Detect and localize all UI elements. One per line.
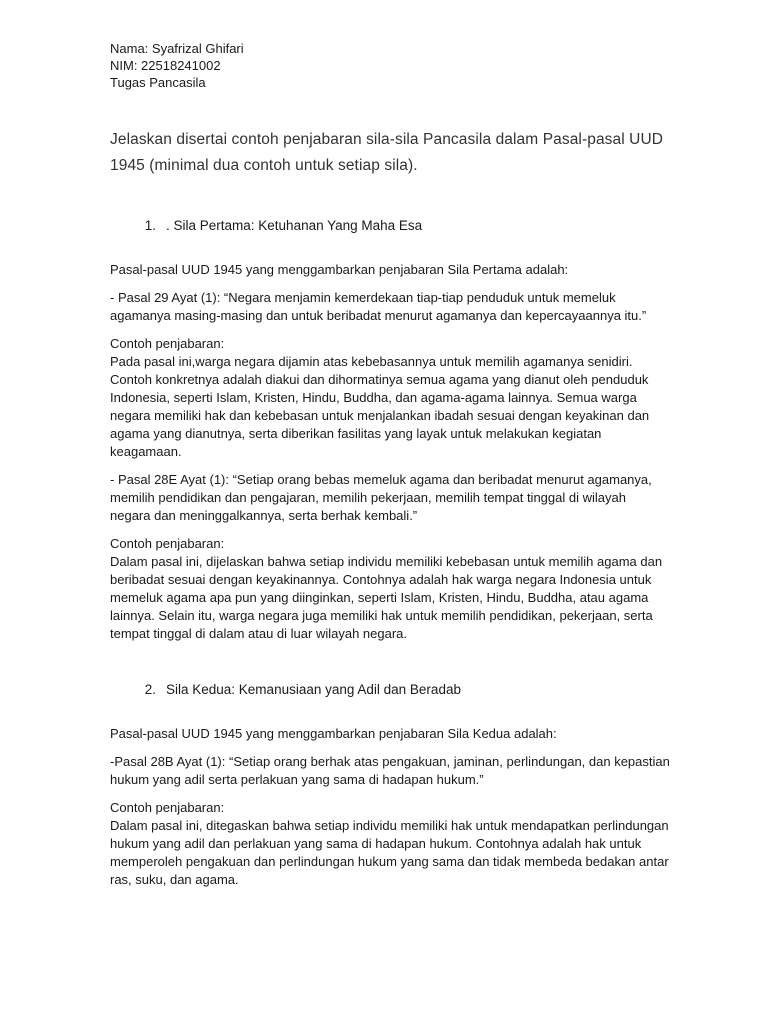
section-number: 1.	[144, 218, 156, 233]
example-block	[110, 335, 670, 461]
example-label: Contoh penjabaran:	[110, 336, 225, 351]
section-intro: Pasal-pasal UUD 1945 yang menggambarkan penjabaran Sila Pertama adalah:	[110, 262, 569, 277]
document-page	[110, 40, 670, 889]
section-sila-pertama	[110, 217, 670, 643]
example-label: Contoh penjabaran:	[110, 800, 225, 815]
student-name: Nama: Syafrizal Ghifari	[110, 41, 244, 56]
example-text: Dalam pasal ini, ditegaskan bahwa setiap individu memiliki hak untuk mendapatkan perlindungan hukum yang adil dan perlakuan yang sama di hadapan hukum. Contohnya adalah hak untuk memperoleh pengakuan dan perlindungan hukum yang sama dan tidak membeda bedakan antar ras, suku, dan agama.	[110, 818, 669, 887]
task-title: Tugas Pancasila	[110, 75, 206, 90]
section-sila-kedua	[110, 681, 670, 889]
student-nim: NIM: 22518241002	[110, 58, 221, 73]
section-title: Sila Kedua: Kemanusiaan yang Adil dan Beradab	[166, 682, 461, 697]
pasal-quote: - Pasal 28E Ayat (1): “Setiap orang bebas memeluk agama dan beribadat menurut agamanya, memilih pendidikan dan pengajaran, memilih pekerjaan, memilih tempat tinggal di wilayah negara dan meninggalkannya, serta berhak kembali.”	[110, 472, 652, 523]
section-intro: Pasal-pasal UUD 1945 yang menggambarkan penjabaran Sila Kedua adalah:	[110, 726, 557, 741]
assignment-question: Jelaskan disertai contoh penjabaran sila-sila Pancasila dalam Pasal-pasal UUD 1945 (minimal dua contoh untuk setiap sila).	[110, 131, 664, 174]
example-block	[110, 535, 670, 643]
section-number: 2.	[144, 682, 156, 697]
example-text: Dalam pasal ini, dijelaskan bahwa setiap individu memiliki kebebasan untuk memilih agama dan beribadat sesuai dengan keyakinannya. Contohnya adalah hak warga negara Indonesia untuk memeluk agama apa pun yang diinginkan, seperti Islam, Kristen, Hindu, Buddha, atau agama lainnya. Selain itu, warga negara juga memiliki hak untuk memilih pendidikan, pekerjaan, serta tempat tinggal di dalam atau di luar wilayah negara.	[110, 554, 663, 641]
section-heading	[110, 681, 670, 699]
example-block	[110, 799, 670, 889]
example-text: Pada pasal ini,warga negara dijamin atas kebebasannya untuk memilih agamanya senidiri. Contoh konkretnya adalah diakui dan dihormatinya semua agama yang dianut oleh penduduk Indonesia, seperti Islam, Kristen, Hindu, Buddha, dan agama-agama lainnya. Semua warga negara memiliki hak dan kebebasan untuk menjalankan ibadah sesuai dengan keyakinan dan agama yang dianutnya, serta diberikan fasilitas yang layak untuk melakukan kegiatan keagamaan.	[110, 354, 650, 459]
pasal-quote: -Pasal 28B Ayat (1): “Setiap orang berhak atas pengakuan, jaminan, perlindungan, dan kepastian hukum yang adil serta perlakuan yang sama di hadapan hukum.”	[110, 754, 670, 787]
example-label: Contoh penjabaran:	[110, 536, 225, 551]
pasal-quote: - Pasal 29 Ayat (1): “Negara menjamin kemerdekaan tiap-tiap penduduk untuk memeluk agamanya masing-masing dan untuk beribadat menurut agamanya dan kepercayaannya itu.”	[110, 290, 647, 323]
section-heading	[110, 217, 670, 235]
section-title: . Sila Pertama: Ketuhanan Yang Maha Esa	[166, 218, 423, 233]
